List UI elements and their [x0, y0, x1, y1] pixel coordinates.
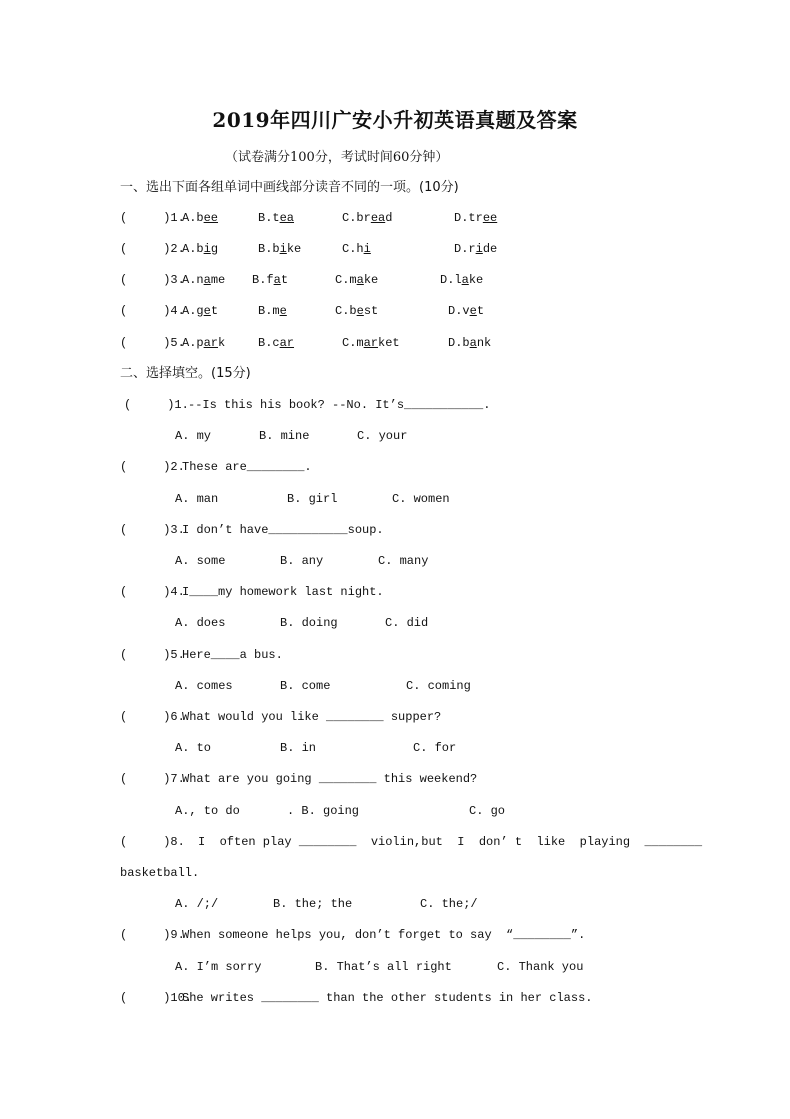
- option-c: C.market: [342, 336, 400, 350]
- question-number: ( )4.: [120, 585, 185, 599]
- option-b: . B. going: [287, 804, 360, 818]
- option-b: B. That’s all right: [315, 960, 452, 974]
- mc-options-4: [175, 613, 675, 633]
- question-number: ( )4.: [120, 304, 185, 318]
- mc-question-7: [120, 769, 680, 789]
- option-c: C. many: [378, 554, 429, 568]
- option-a: A., to do: [175, 804, 240, 818]
- option-a: A. /;/: [175, 897, 219, 911]
- option-b: B. any: [280, 554, 324, 568]
- question-number: ( )2.: [120, 460, 185, 474]
- mc-question-6: [120, 707, 680, 727]
- phonics-question-3: [120, 270, 680, 290]
- question-number: ( )8.: [120, 835, 185, 849]
- question-stem: I____my homework last night.: [182, 585, 384, 599]
- section1-heading: 一、选出下面各组单词中画线部分读音不同的一项。(10分): [120, 180, 459, 195]
- option-c: C. Thank you: [497, 960, 584, 974]
- question-number: ( )3.: [120, 523, 185, 537]
- option-c: C.hi: [342, 242, 371, 256]
- option-d: D.tree: [454, 211, 498, 225]
- option-b: B.me: [258, 304, 287, 318]
- question-number: ( )5.: [120, 336, 185, 350]
- question-stem: I don’t have___________soup.: [182, 523, 384, 537]
- option-b: B. come: [280, 679, 331, 693]
- question-stem: I often play ________ violin,but I don’ t like playing ________: [198, 835, 703, 849]
- question-stem: These are________.: [182, 460, 312, 474]
- option-c: C.best: [335, 304, 379, 318]
- option-b: B. doing: [280, 616, 338, 630]
- option-b: B. girl: [287, 492, 338, 506]
- question-number: ( )6.: [120, 710, 185, 724]
- question-number: ( )2.: [120, 242, 185, 256]
- mc-question-8-cont: [120, 863, 680, 883]
- mc-question-8: [120, 832, 703, 852]
- mc-question-10: [120, 988, 680, 1008]
- option-c: C.make: [335, 273, 379, 287]
- option-b: B.fat: [252, 273, 289, 287]
- option-b: B.bike: [258, 242, 302, 256]
- option-c: C. coming: [406, 679, 471, 693]
- question-number: ( )7.: [120, 772, 185, 786]
- mc-options-1: [175, 426, 675, 446]
- option-c: C. did: [385, 616, 429, 630]
- option-a: A. my: [175, 429, 212, 443]
- page-title: 2019年四川广安小升初英语真题及答案: [212, 108, 578, 132]
- mc-options-2: [175, 489, 675, 509]
- mc-options-8: [175, 894, 675, 914]
- phonics-question-2: [120, 239, 680, 259]
- option-c: C.bread: [342, 211, 393, 225]
- mc-question-9: [120, 925, 680, 945]
- question-stem: When someone helps you, don’t forget to say “________”.: [182, 928, 586, 942]
- option-d: D.bank: [448, 336, 492, 350]
- option-a: A.park: [182, 336, 226, 350]
- option-b: B. mine: [259, 429, 310, 443]
- phonics-question-5: [120, 333, 680, 353]
- option-b: B. in: [280, 741, 317, 755]
- option-a: A.big: [182, 242, 219, 256]
- option-a: A. some: [175, 554, 226, 568]
- option-a: A.bee: [182, 211, 219, 225]
- mc-question-4: [120, 582, 680, 602]
- phonics-question-4: [120, 301, 680, 321]
- question-stem: She writes ________ than the other students in her class.: [182, 991, 593, 1005]
- mc-options-6: [175, 738, 675, 758]
- option-a: A. to: [175, 741, 212, 755]
- option-a: A. does: [175, 616, 226, 630]
- mc-options-9: [175, 957, 675, 977]
- option-a: A. comes: [175, 679, 233, 693]
- option-a: A. man: [175, 492, 219, 506]
- option-b: B.tea: [258, 211, 295, 225]
- option-c: C. go: [469, 804, 506, 818]
- option-b: B. the; the: [273, 897, 353, 911]
- question-stem: --Is this his book? --No. It’s___________.: [188, 398, 491, 412]
- option-d: D.vet: [448, 304, 485, 318]
- phonics-question-1: [120, 208, 680, 228]
- question-number: ( )9.: [120, 928, 185, 942]
- question-stem-continued: basketball.: [120, 866, 200, 880]
- section2-heading: 二、选择填空。(15分): [120, 366, 251, 381]
- question-stem: Here____a bus.: [182, 648, 283, 662]
- option-d: D.lake: [440, 273, 484, 287]
- mc-question-5: [120, 645, 680, 665]
- question-stem: What are you going ________ this weekend?: [182, 772, 478, 786]
- mc-question-2: [120, 457, 680, 477]
- question-number: ( )5.: [120, 648, 185, 662]
- mc-options-5: [175, 676, 675, 696]
- exam-info: （试卷满分100分，考试时间60分钟）: [225, 150, 449, 165]
- option-a: A.get: [182, 304, 219, 318]
- question-stem: What would you like ________ supper?: [182, 710, 442, 724]
- question-number: ( )1.: [124, 398, 189, 412]
- option-b: B.car: [258, 336, 295, 350]
- option-a: A.name: [182, 273, 226, 287]
- mc-question-3: [120, 520, 680, 540]
- option-c: C. women: [392, 492, 450, 506]
- option-a: A. I’m sorry: [175, 960, 262, 974]
- option-c: C. your: [357, 429, 408, 443]
- question-number: ( )1.: [120, 211, 185, 225]
- question-number: ( )3.: [120, 273, 185, 287]
- option-d: D.ride: [454, 242, 498, 256]
- option-c: C. the;/: [420, 897, 478, 911]
- option-c: C. for: [413, 741, 457, 755]
- mc-question-1: [124, 395, 684, 415]
- mc-options-3: [175, 551, 675, 571]
- mc-options-7: [175, 801, 675, 821]
- question-number: ( )10.: [120, 991, 193, 1005]
